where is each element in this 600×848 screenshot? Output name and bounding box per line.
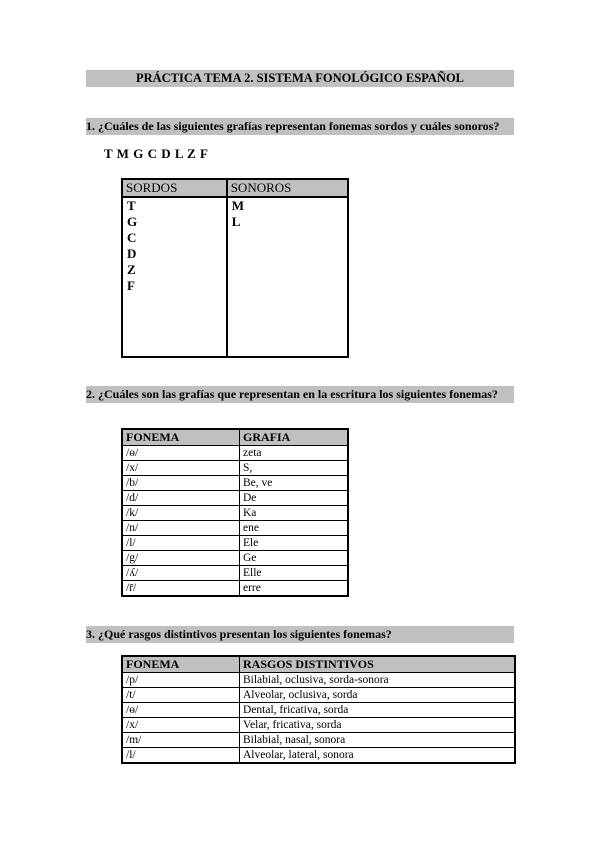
fonema-cell: /ɵ/ (122, 703, 240, 718)
fonema-cell: /x/ (122, 461, 240, 476)
table-row (122, 476, 348, 491)
table-row (122, 536, 348, 551)
sonoros-cell (227, 197, 348, 357)
grafia-cell: Ge (240, 551, 349, 566)
header-grafia: GRAFIA (240, 429, 349, 446)
letters-list: T M G C D L Z F (104, 146, 209, 161)
sordo-item: C (127, 230, 137, 245)
table-row (122, 521, 348, 536)
sordo-item: G (127, 214, 138, 229)
table-row (122, 566, 348, 581)
fonema-cell: /ʎ/ (122, 566, 240, 581)
rasgos-distintivos-table (121, 655, 516, 764)
header-fonema: FONEMA (122, 429, 240, 446)
rasgos-cell: Alveolar, lateral, sonora (240, 748, 516, 764)
sordo-item: D (127, 246, 137, 261)
fonema-cell: /p/ (122, 673, 240, 688)
rasgos-cell: Velar, fricativa, sorda (240, 718, 516, 733)
sordo-item: F (127, 278, 135, 293)
grafia-cell: erre (240, 581, 349, 597)
page-title: PRÁCTICA TEMA 2. SISTEMA FONOLÓGICO ESPAÑOL (86, 70, 514, 87)
grafia-cell: Ele (240, 536, 349, 551)
fonema-cell: /d/ (122, 491, 240, 506)
table-row (122, 461, 348, 476)
rasgos-cell: Alveolar, oclusiva, sorda (240, 688, 516, 703)
header-sordos: SORDOS (122, 179, 227, 197)
sordos-sonoros-table (121, 178, 349, 358)
table-row (122, 673, 515, 688)
table-header-row (122, 656, 515, 673)
fonema-cell: /l/ (122, 748, 240, 764)
grafia-cell: Ka (240, 506, 349, 521)
table-row (122, 551, 348, 566)
rasgos-cell: Dental, fricativa, sorda (240, 703, 516, 718)
grafia-cell: Elle (240, 566, 349, 581)
table-row (122, 688, 515, 703)
table-row (122, 703, 515, 718)
header-sonoros: SONOROS (227, 179, 348, 197)
fonema-cell: /x/ (122, 718, 240, 733)
rasgos-cell: Bilabial, oclusiva, sorda-sonora (240, 673, 516, 688)
table-row (122, 581, 348, 597)
fonema-cell: /n/ (122, 521, 240, 536)
table-row (122, 197, 348, 357)
sordo-item: Z (127, 262, 136, 277)
fonema-cell: /m/ (122, 733, 240, 748)
table-row (122, 491, 348, 506)
question-1-heading: 1. ¿Cuáles de las siguientes grafías representan fonemas sordos y cuáles sonoros? (86, 118, 514, 135)
grafia-cell: S, (240, 461, 349, 476)
sonoro-item: L (231, 214, 241, 229)
fonema-cell: /ɵ/ (122, 446, 240, 461)
fonema-grafia-table (121, 428, 349, 597)
fonema-cell: /t/ (122, 688, 240, 703)
table-row (122, 506, 348, 521)
fonema-cell: /k/ (122, 506, 240, 521)
sordos-cell (122, 197, 227, 357)
table-row (122, 748, 515, 764)
fonema-cell: /g/ (122, 551, 240, 566)
question-2-heading: 2. ¿Cuáles son las grafías que representan en la escritura los siguientes fonemas? (86, 386, 514, 403)
header-rasgos: RASGOS DISTINTIVOS (240, 656, 516, 673)
table-header-row (122, 179, 348, 197)
table-header-row (122, 429, 348, 446)
grafia-cell: ene (240, 521, 349, 536)
sonoro-item: M (231, 198, 244, 213)
table-row (122, 733, 515, 748)
fonema-cell: /l/ (122, 536, 240, 551)
table-row (122, 718, 515, 733)
rasgos-cell: Bilabial, nasal, sonora (240, 733, 516, 748)
fonema-cell: /b/ (122, 476, 240, 491)
grafia-cell: De (240, 491, 349, 506)
question-3-heading: 3. ¿Qué rasgos distintivos presentan los siguientes fonemas? (86, 626, 514, 643)
header-fonema: FONEMA (122, 656, 240, 673)
fonema-cell: /r̄/ (122, 581, 240, 597)
sordo-item: T (127, 198, 136, 213)
grafia-cell: zeta (240, 446, 349, 461)
table-row (122, 446, 348, 461)
grafia-cell: Be, ve (240, 476, 349, 491)
